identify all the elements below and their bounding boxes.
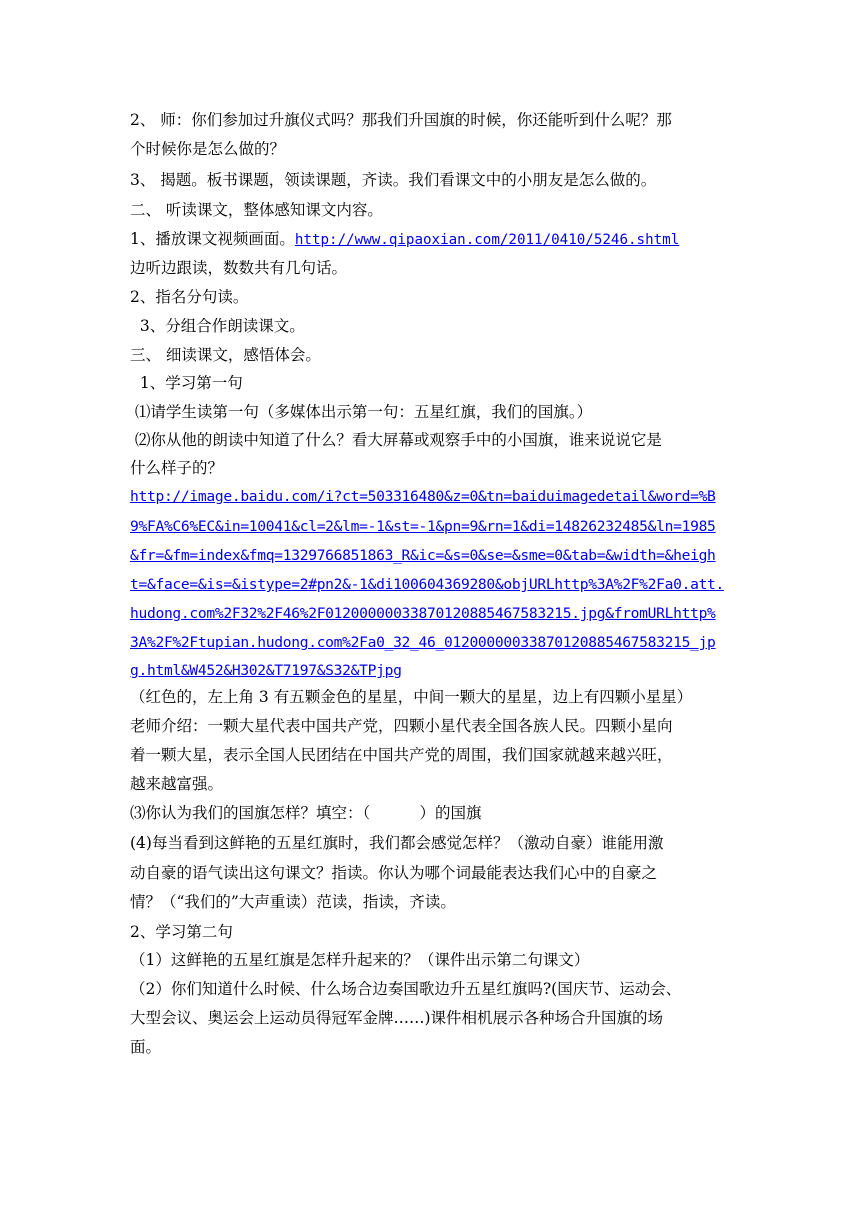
text-line: [130, 229, 740, 250]
image-url-line[interactable]: g.html&W452&H302&T7197&S32&TPjpg: [130, 662, 402, 679]
text-line: 边听边跟读，数数共有几句话。: [130, 259, 348, 277]
text-line: 三、 细读课文，感悟体会。: [130, 346, 321, 364]
text-line-label: 1、播放课文视频画面。: [130, 230, 295, 248]
text-line: ⑶你认为我们的国旗怎样？填空：（ ）的国旗: [130, 804, 482, 822]
text-line: 越来越富强。: [130, 775, 224, 793]
image-url-line[interactable]: t=&face=&is=&istype=2#pn2&-1&di100604369280&objURLhttp%3A%2F%2Fa0.att.: [130, 576, 725, 593]
text-line: 情？（“我们的”大声重读）范读，指读，齐读。: [130, 893, 456, 911]
text-line: 个时候你是怎么做的？: [130, 140, 286, 158]
text-line: 大型会议、奥运会上运动员得冠军金牌……)课件相机展示各种场合升国旗的场: [130, 1009, 664, 1027]
text-line: 动自豪的语气读出这句课文？指读。你认为哪个词最能表达我们心中的自豪之: [130, 864, 658, 882]
image-url-line[interactable]: 3A%2F%2Ftupian.hudong.com%2Fa0_32_46_01200000033870120885467583215_jp: [130, 634, 716, 651]
text-line: 2、 师：你们参加过升旗仪式吗？那我们升国旗的时候，你还能听到什么呢？那: [130, 111, 672, 129]
text-line: ⑵你从他的朗读中知道了什么？看大屏幕或观察手中的小国旗，谁来说说它是: [130, 431, 662, 449]
text-line: (4)每当看到这鲜艳的五星红旗时，我们都会感觉怎样？（激动自豪）谁能用激: [130, 834, 664, 852]
text-line: 着一颗大星，表示全国人民团结在中国共产党的周围，我们国家就越来越兴旺，: [130, 746, 673, 764]
text-line: ⑴请学生读第一句（多媒体出示第一句：五星红旗，我们的国旗。）: [130, 403, 593, 421]
text-line: 1、学习第一句: [130, 374, 243, 392]
text-line: 二、 听读课文，整体感知课文内容。: [130, 201, 383, 219]
text-line: 面。: [130, 1038, 162, 1056]
image-url-line[interactable]: 9%FA%C6%EC&in=10041&cl=2&lm=-1&st=-1&pn=9&rn=1&di=14826232485&ln=1985: [130, 518, 716, 535]
text-line: 2、指名分句读。: [130, 288, 249, 306]
image-url-line[interactable]: hudong.com%2F32%2F46%2F01200000033870120885467583215.jpg&fromURLhttp%: [130, 605, 716, 622]
text-line: 3、分组合作朗读课文。: [130, 317, 305, 335]
text-line: 3、 揭题。板书课题，领读课题，齐读。我们看课文中的小朋友是怎么做的。: [130, 171, 657, 189]
text-line: （红色的，左上角 3 有五颗金色的星星，中间一颗大的星星，边上有四颗小星星）: [130, 688, 693, 706]
text-line: 2、学习第二句: [130, 923, 233, 941]
image-url-line[interactable]: http://image.baidu.com/i?ct=503316480&z=0&tn=baiduimagedetail&word=%B: [130, 488, 716, 505]
text-line: （1）这鲜艳的五星红旗是怎样升起来的？（课件出示第二句课文）: [130, 951, 590, 969]
text-line: （2）你们知道什么时候、什么场合边奏国歌边升五星红旗吗?(国庆节、运动会、: [130, 980, 682, 998]
video-link[interactable]: http://www.qipaoxian.com/2011/0410/5246.shtml: [294, 232, 680, 248]
image-url-line[interactable]: &fr=&fm=index&fmq=1329766851863_R&ic=&s=0&se=&sme=0&tab=&width=&heigh: [130, 547, 716, 564]
text-line: 老师介绍：一颗大星代表中国共产党，四颗小星代表全国各族人民。四颗小星向: [130, 717, 673, 735]
text-line: 什么样子的？: [130, 459, 224, 477]
